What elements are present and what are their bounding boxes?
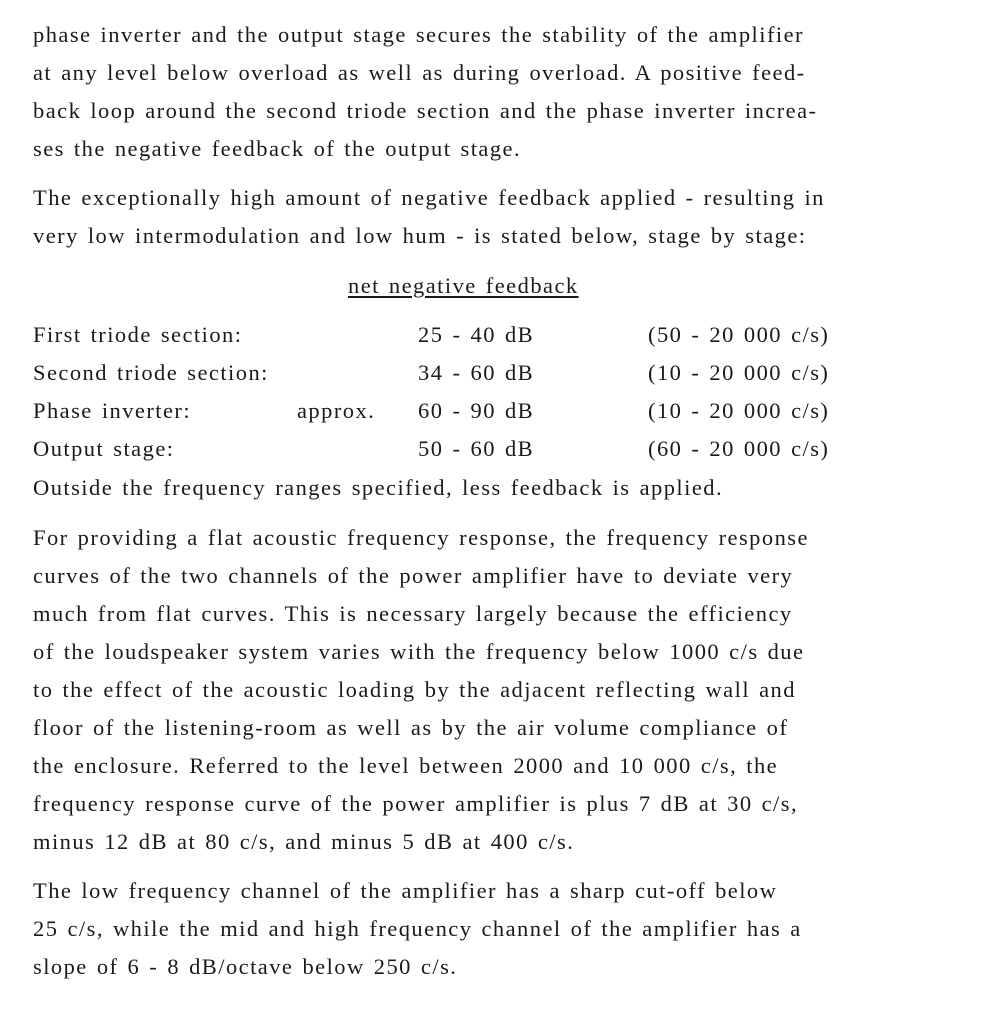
frequency-range: (50 - 20 000 c/s): [648, 322, 830, 347]
frequency-range: (60 - 20 000 c/s): [648, 436, 830, 461]
stage-name: Second triode section:: [33, 360, 269, 385]
paragraph-3-line-5: to the effect of the acoustic loading by the adjacent reflecting wall and: [33, 677, 796, 702]
paragraph-1-line-3: back loop around the second triode section and the phase inverter increa-: [33, 98, 818, 123]
paragraph-3-line-7: the enclosure. Referred to the level between 2000 and 10 000 c/s, the: [33, 753, 779, 778]
paragraph-3-line-8: frequency response curve of the power amplifier is plus 7 dB at 30 c/s,: [33, 791, 799, 816]
paragraph-3-line-1: For providing a flat acoustic frequency response, the frequency response: [33, 525, 809, 550]
feedback-value: 34 - 60 dB: [418, 360, 535, 385]
stage-name: First triode section:: [33, 322, 243, 347]
feedback-qualifier: approx.: [297, 398, 376, 423]
paragraph-3-line-9: minus 12 dB at 80 c/s, and minus 5 dB at 400 c/s.: [33, 829, 575, 854]
paragraph-4-line-2: 25 c/s, while the mid and high frequency channel of the amplifier has a: [33, 916, 802, 941]
feedback-table-note: Outside the frequency ranges specified, less feedback is applied.: [33, 475, 724, 500]
frequency-range: (10 - 20 000 c/s): [648, 360, 830, 385]
paragraph-1-line-4: ses the negative feedback of the output stage.: [33, 136, 522, 161]
paragraph-1-line-2: at any level below overload as well as during overload. A positive feed-: [33, 60, 806, 85]
paragraph-3-line-3: much from flat curves. This is necessary largely because the efficiency: [33, 601, 793, 626]
feedback-value: 50 - 60 dB: [418, 436, 535, 461]
paragraph-3-line-4: of the loudspeaker system varies with the frequency below 1000 c/s due: [33, 639, 805, 664]
paragraph-2-line-2: very low intermodulation and low hum - is stated below, stage by stage:: [33, 223, 807, 248]
feedback-table-heading: net negative feedback: [348, 273, 579, 298]
paragraph-3-line-6: floor of the listening-room as well as by the air volume compliance of: [33, 715, 789, 740]
paragraph-1-line-1: phase inverter and the output stage secures the stability of the amplifier: [33, 22, 804, 47]
paragraph-4-line-1: The low frequency channel of the amplifier has a sharp cut-off below: [33, 878, 778, 903]
feedback-value: 60 - 90 dB: [418, 398, 535, 423]
paragraph-3-line-2: curves of the two channels of the power amplifier have to deviate very: [33, 563, 794, 588]
feedback-value: 25 - 40 dB: [418, 322, 535, 347]
frequency-range: (10 - 20 000 c/s): [648, 398, 830, 423]
stage-name: Phase inverter:: [33, 398, 192, 423]
stage-name: Output stage:: [33, 436, 175, 461]
paragraph-2-line-1: The exceptionally high amount of negative feedback applied - resulting in: [33, 185, 825, 210]
paragraph-4-line-3: slope of 6 - 8 dB/octave below 250 c/s.: [33, 954, 458, 979]
